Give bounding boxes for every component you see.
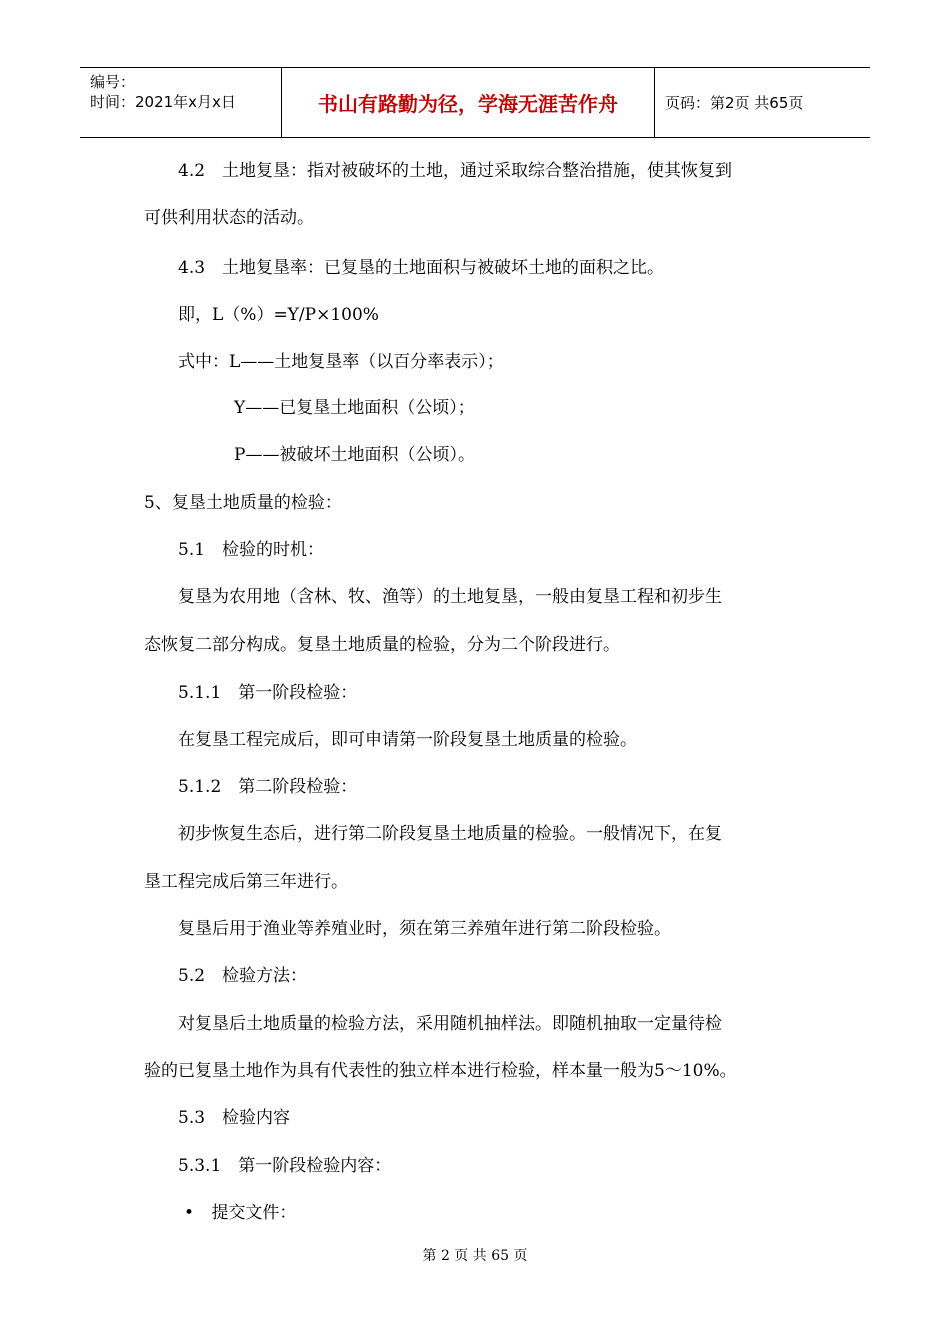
bullet-icon: •: [184, 1203, 195, 1223]
header-motto: 书山有路勤为径，学海无涯苦作舟: [282, 68, 655, 137]
document-header: [80, 67, 870, 138]
paragraph-line: 可供利用状态的活动。: [144, 208, 314, 228]
bullet-item: [184, 1201, 296, 1225]
header-page-info: 页码：第2页 共65页: [665, 94, 804, 112]
paragraph-line: 式中：L——土地复垦率（以百分率表示）；: [178, 352, 504, 372]
formula-line: 即，L（%）=Y/P×100%: [178, 305, 379, 325]
date-label: 时间：2021年x月x日: [90, 93, 236, 111]
paragraph-line: 在复垦工程完成后，即可申请第一阶段复垦土地质量的检验。: [178, 730, 637, 750]
paragraph-line: 复垦为农用地（含林、牧、渔等）的土地复垦，一般由复垦工程和初步生: [178, 587, 722, 607]
page-footer: 第 2 页 共 65 页: [422, 1248, 528, 1264]
header-meta: [80, 68, 282, 137]
paragraph-line: 对复垦后土地质量的检验方法，采用随机抽样法。即随机抽取一定量待检: [178, 1014, 722, 1034]
bullet-text: 提交文件：: [211, 1203, 297, 1223]
serial-number-label: 编号：: [90, 73, 136, 91]
subsection-heading: 5.1.2 第二阶段检验：: [178, 777, 358, 797]
paragraph-line: 复垦后用于渔业等养殖业时，须在第三养殖年进行第二阶段检验。: [178, 919, 671, 939]
subsection-heading: 5.1.1 第一阶段检验：: [178, 683, 358, 703]
subsection-heading: 5.2 检验方法：: [178, 966, 308, 986]
paragraph-line: 垦工程完成后第三年进行。: [144, 872, 348, 892]
section-heading: 5、复垦土地质量的检验：: [144, 493, 342, 513]
paragraph-line: 验的已复垦土地作为具有代表性的独立样本进行检验，样本量一般为5～10%。: [144, 1061, 737, 1081]
subsection-heading: 5.1 检验的时机：: [178, 540, 325, 560]
subsection-heading: 5.3.1 第一阶段检验内容：: [178, 1156, 392, 1176]
paragraph-line: 4.3 土地复垦率：已复垦的土地面积与被破坏土地的面积之比。: [178, 258, 665, 278]
paragraph-line: 初步恢复生态后，进行第二阶段复垦土地质量的检验。一般情况下，在复: [178, 824, 722, 844]
paragraph-line: P——被破坏土地面积（公顷）。: [234, 445, 475, 465]
subsection-heading: 5.3 检验内容: [178, 1108, 291, 1128]
paragraph-line: Y——已复垦土地面积（公顷）；: [234, 398, 475, 418]
paragraph-line: 态恢复二部分构成。复垦土地质量的检验，分为二个阶段进行。: [144, 635, 620, 655]
paragraph-line: 4.2 土地复垦：指对被破坏的土地，通过采取综合整治措施，使其恢复到: [178, 161, 733, 181]
